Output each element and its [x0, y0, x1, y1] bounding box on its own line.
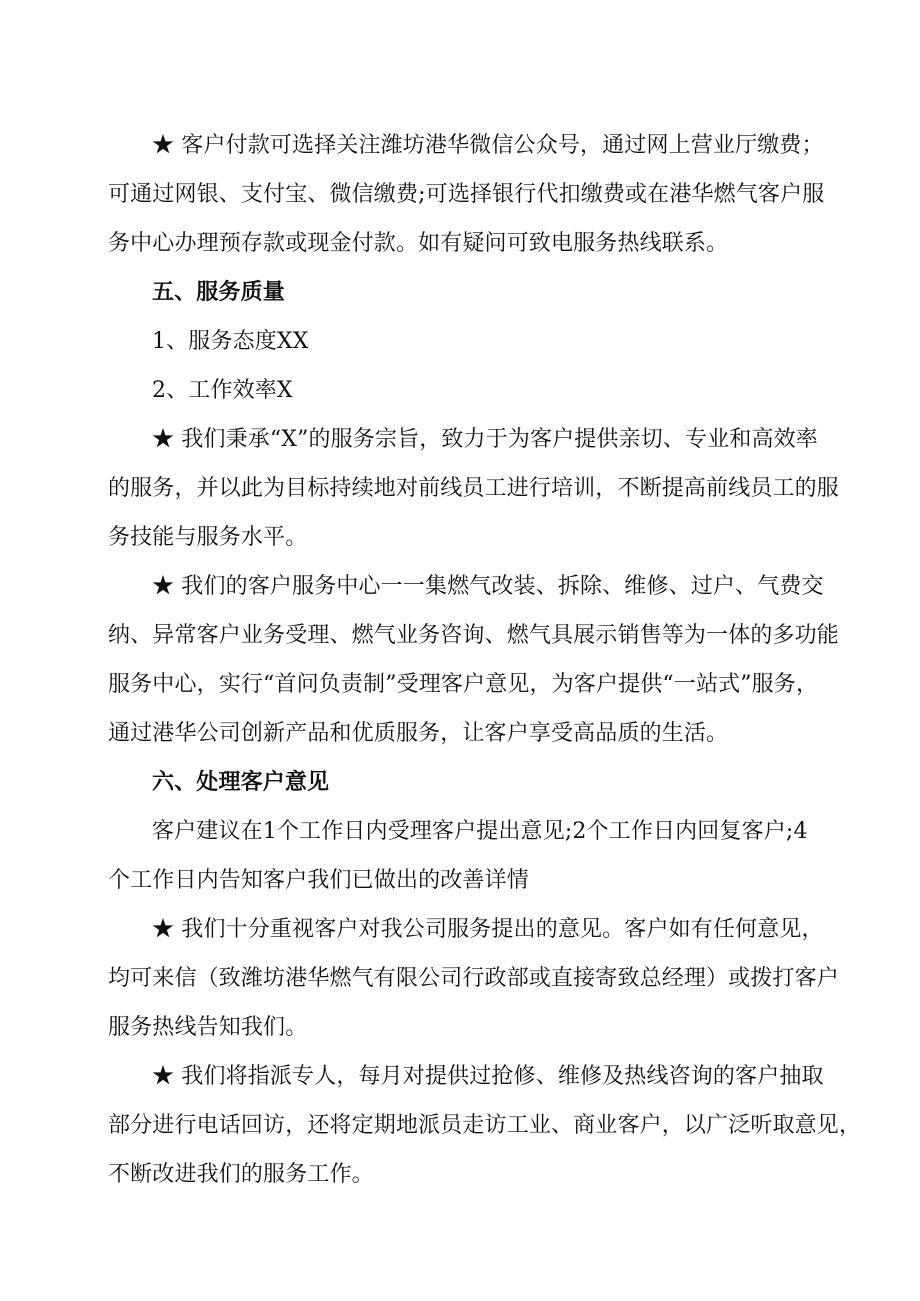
text-line: ★ 我们秉承“X”的服务宗旨，致力于为客户提供亲切、专业和高效率 [152, 427, 818, 452]
text-line: ★ 客户付款可选择关注潍坊港华微信公众号，通过网上营业厅缴费； [152, 133, 824, 158]
customer-feedback-section [108, 758, 820, 807]
service-center-paragraph [108, 562, 839, 758]
section-heading: 六、处理客户意见 [152, 769, 330, 795]
text-line: 不断改进我们的服务工作。 [108, 1162, 374, 1187]
text-line: 通过港华公司创新产品和优质服务，让客户享受高品质的生活。 [108, 721, 729, 746]
feedback-timeline-paragraph [108, 807, 820, 905]
list-item: 1、服务态度XX [152, 329, 309, 354]
service-tenet-paragraph [108, 415, 839, 562]
service-quality-section [108, 268, 820, 415]
text-line: 务中心办理预存款或现金付款。如有疑问可致电服务热线联系。 [108, 231, 729, 256]
text-line: 部分进行电话回访，还将定期地派员走访工业、商业客户，以广泛听取意见， [108, 1113, 862, 1138]
list-item: 2、工作效率X [152, 378, 293, 403]
text-line: 服务热线告知我们。 [108, 1015, 308, 1040]
text-line: 均可来信（致潍坊港华燃气有限公司行政部或直接寄致总经理）或拨打客户 [108, 966, 839, 991]
text-line: ★ 我们的客户服务中心一一集燃气改装、拆除、维修、过户、气费交 [152, 574, 824, 599]
text-line: 个工作日内告知客户我们已做出的改善详情 [108, 868, 529, 893]
follow-up-paragraph [108, 1052, 862, 1199]
text-line: ★ 我们十分重视客户对我公司服务提出的意见。客户如有任何意见， [152, 917, 824, 942]
document-text [108, 121, 862, 1199]
text-line: 务技能与服务水平。 [108, 525, 308, 550]
text-line: ★ 我们将指派专人，每月对提供过抢修、维修及热线咨询的客户抽取 [152, 1064, 824, 1089]
text-line: 的服务，并以此为目标持续地对前线员工进行培训，不断提高前线员工的服 [108, 476, 839, 501]
payment-paragraph [108, 121, 825, 268]
section-heading: 五、服务质量 [152, 279, 285, 305]
feedback-channel-paragraph [108, 905, 839, 1052]
text-line: 服务中心，实行“首问负责制”受理客户意见，为客户提供“一站式”服务， [108, 672, 819, 697]
text-line: 可通过网银、支付宝、微信缴费;可选择银行代扣缴费或在港华燃气客户服 [108, 182, 825, 207]
text-line: 客户建议在1个工作日内受理客户提出意见;2个工作日内回复客户;4 [152, 819, 808, 844]
text-line: 纳、异常客户业务受理、燃气业务咨询、燃气具展示销售等为一体的多功能 [108, 623, 839, 648]
